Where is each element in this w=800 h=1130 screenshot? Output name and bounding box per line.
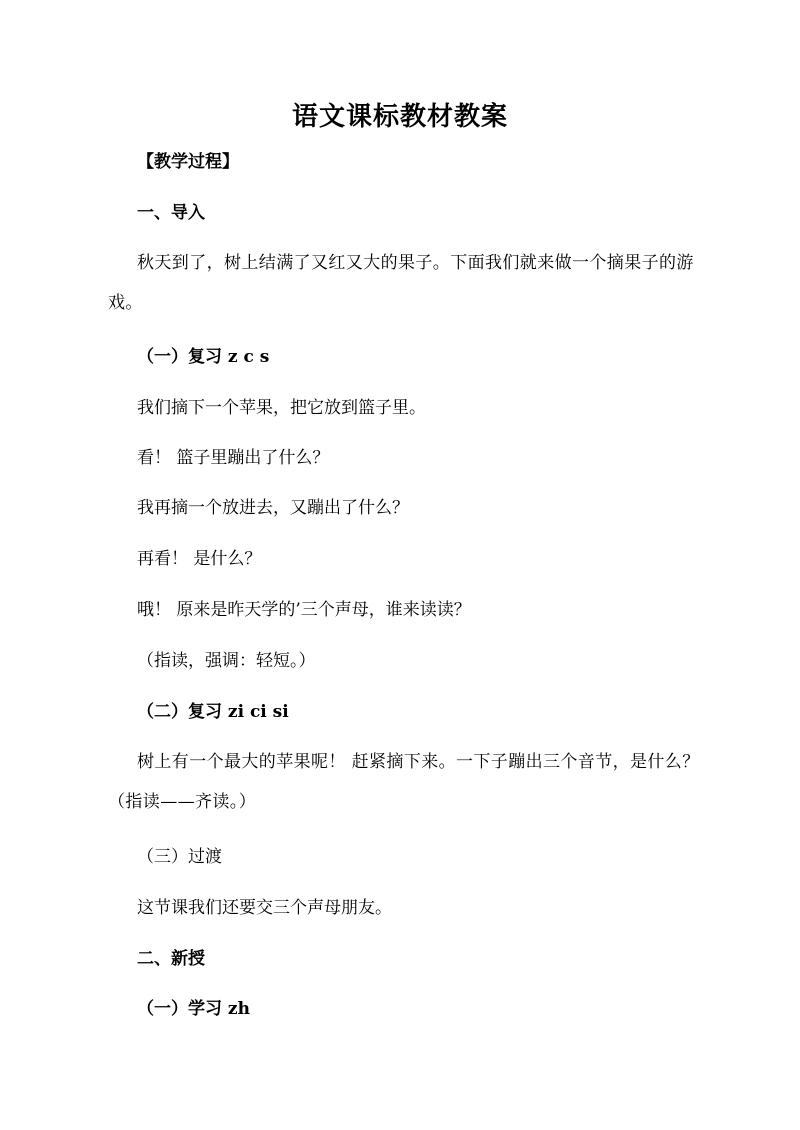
intro-paragraph: 秋天到了，树上结满了又红又大的果子。下面我们就来做一个摘果子的游戏。: [108, 253, 694, 313]
text-line-pick-apple: 我们摘下一个苹果，把它放到篮子里。: [137, 398, 426, 418]
heading-new-lesson: 二、新授: [137, 949, 205, 969]
subheading-review-zcs: （一）复习 z c s: [137, 347, 270, 367]
subheading-review-zicisi: （二）复习 zi ci si: [137, 702, 289, 722]
text-line-look-again: 再看！ 是什么？: [137, 549, 262, 569]
text-line-new-friends: 这节课我们还要交三个声母朋友。: [137, 898, 392, 918]
text-line-pick-again: 我再摘一个放进去，又蹦出了什么？: [137, 498, 409, 518]
text-line-instruction: （指读，强调：轻短。）: [137, 651, 316, 671]
subheading-transition: （三）过渡: [137, 847, 222, 867]
text-line-look-basket: 看！ 篮子里蹦出了什么？: [137, 448, 330, 468]
paragraph-biggest-apple: 树上有一个最大的苹果呢！ 赶紧摘下来。一下子蹦出三个音节，是什么？（指读——齐读。）: [108, 752, 700, 812]
heading-intro: 一、导入: [137, 203, 205, 223]
subheading-learn-zh: （一）学习 zh: [137, 999, 250, 1019]
section-teaching-process: 【教学过程】: [137, 152, 239, 172]
text-line-three-initials: 哦！ 原来是昨天学的’三个声母，谁来读读？: [137, 600, 471, 620]
document-title: 语文课标教材教案: [291, 102, 508, 132]
